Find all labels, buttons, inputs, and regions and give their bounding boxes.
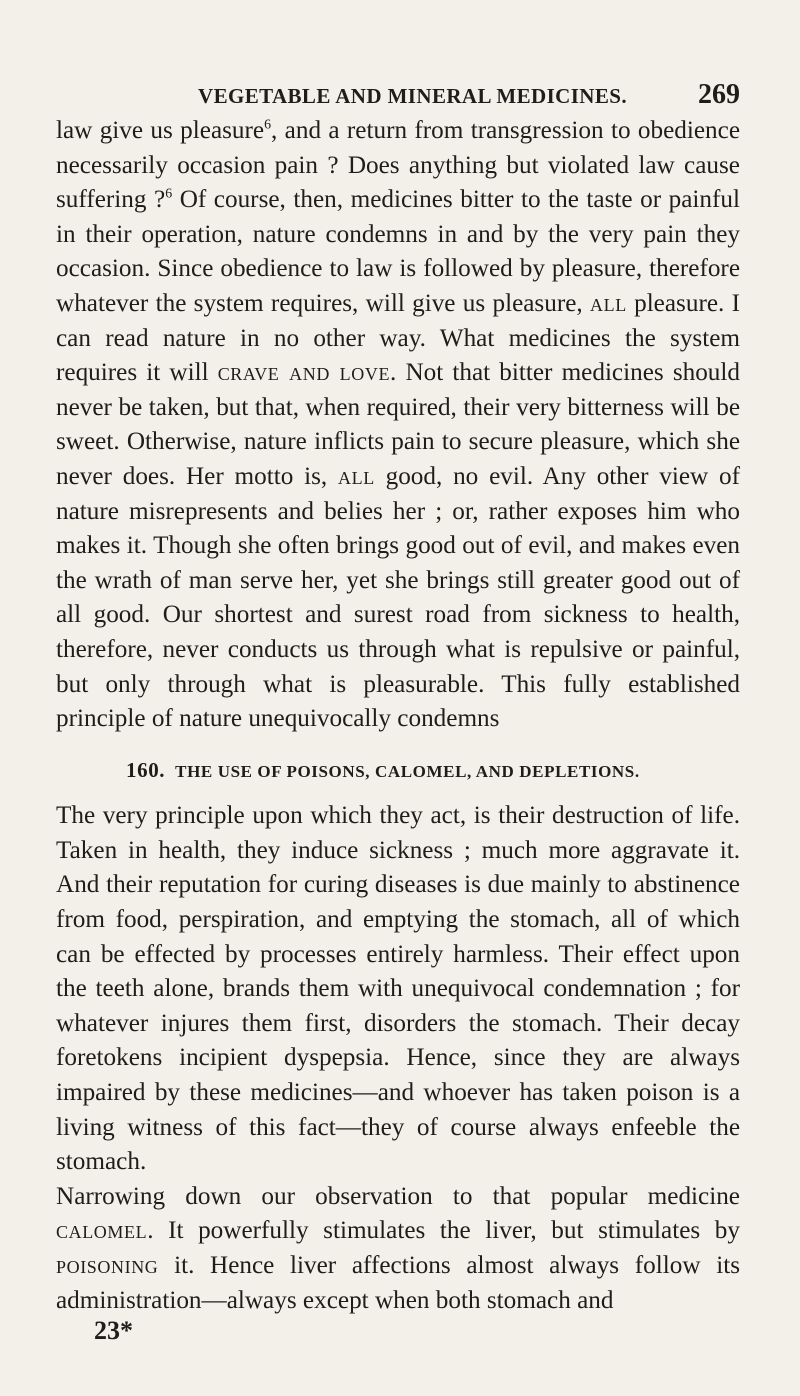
text-run: Of course, then, medicines bitter to the taste or painful in their operation, nature condemns in and by the very pain they occasion. Since obedience to law is followed by pleasure, therefore whatever the system requires, will give us pleasure, (56, 186, 740, 317)
text-run: pleasure. I can read nature in no other way. What medicines the system requires it will (56, 289, 740, 387)
section-heading (126, 753, 740, 790)
page-number: 269 (698, 79, 740, 110)
text-run: . Not that bitter medicines should never be taken, but that, when required, their very bitterness will be sweet. Otherwise, nature inflicts pain to secure pleasure, which she never does. Her motto is, (56, 359, 740, 490)
page-body (56, 114, 740, 1344)
running-head (198, 79, 740, 111)
small-caps-emphasis: poisoning (56, 1252, 159, 1279)
running-title: VEGETABLE AND MINERAL MEDICINES. (198, 84, 627, 108)
footnote-ref: 6 (165, 185, 173, 201)
small-caps-emphasis: all (590, 289, 627, 317)
paragraph-continuation (56, 114, 740, 737)
text-run: , and a return from transgression to obedience necessarily occasion pain ? Does anything but violated law cause suffering ? (56, 117, 740, 214)
section-number: 160. (126, 757, 166, 782)
footnote-ref: 6 (264, 116, 272, 132)
signature-mark: 23* (94, 1316, 133, 1346)
small-caps-emphasis: calomel (56, 1217, 148, 1245)
text-run: law give us pleasure (56, 117, 265, 144)
section-title: THE USE OF POISONS, CALOMEL, AND DEPLETIONS. (175, 761, 640, 781)
small-caps-emphasis: all (338, 462, 375, 490)
small-caps-emphasis: crave and love (217, 359, 391, 387)
text-run: Narrowing down our observation to that popular medicine (56, 1182, 740, 1210)
paragraph: The very principle upon which they act, is their destruction of life. Taken in health, they induce sickness ; much more aggravate it. And their reputation for curing diseases is due mainly to abstinence from food, perspiration, and emptying the stomach, all of which can be effected by processes entirely harmless. Their effect upon the teeth alone, brands them with unequivocal condemnation ; for whatever injures them first, disorders the stomach. Their decay foretokens incipient dyspepsia. Hence, since they are always impaired by these medicines—and whoever has taken poison is a living witness of this fact—they of course always enfeeble the stomach. (56, 802, 740, 1176)
text-run: good, no evil. Any other view of nature misrepresents and belies her ; or, rather exposes him who makes it. Though she often brings good out of evil, and makes even the wrath of man serve her, yet she brings still greater good out of all good. Our shortest and surest road from sickness to health, therefore, never conducts us through what is repulsive or painful, but only through what is pleasurable. This fully established principle of nature unequivocally condemns (56, 462, 740, 733)
text-run: . It powerfully stimulates the liver, but stimulates by (147, 1217, 740, 1245)
paragraph (56, 1180, 740, 1318)
text-run: it. Hence liver affections almost always follow its administration—always except when both stomach and (56, 1252, 740, 1314)
